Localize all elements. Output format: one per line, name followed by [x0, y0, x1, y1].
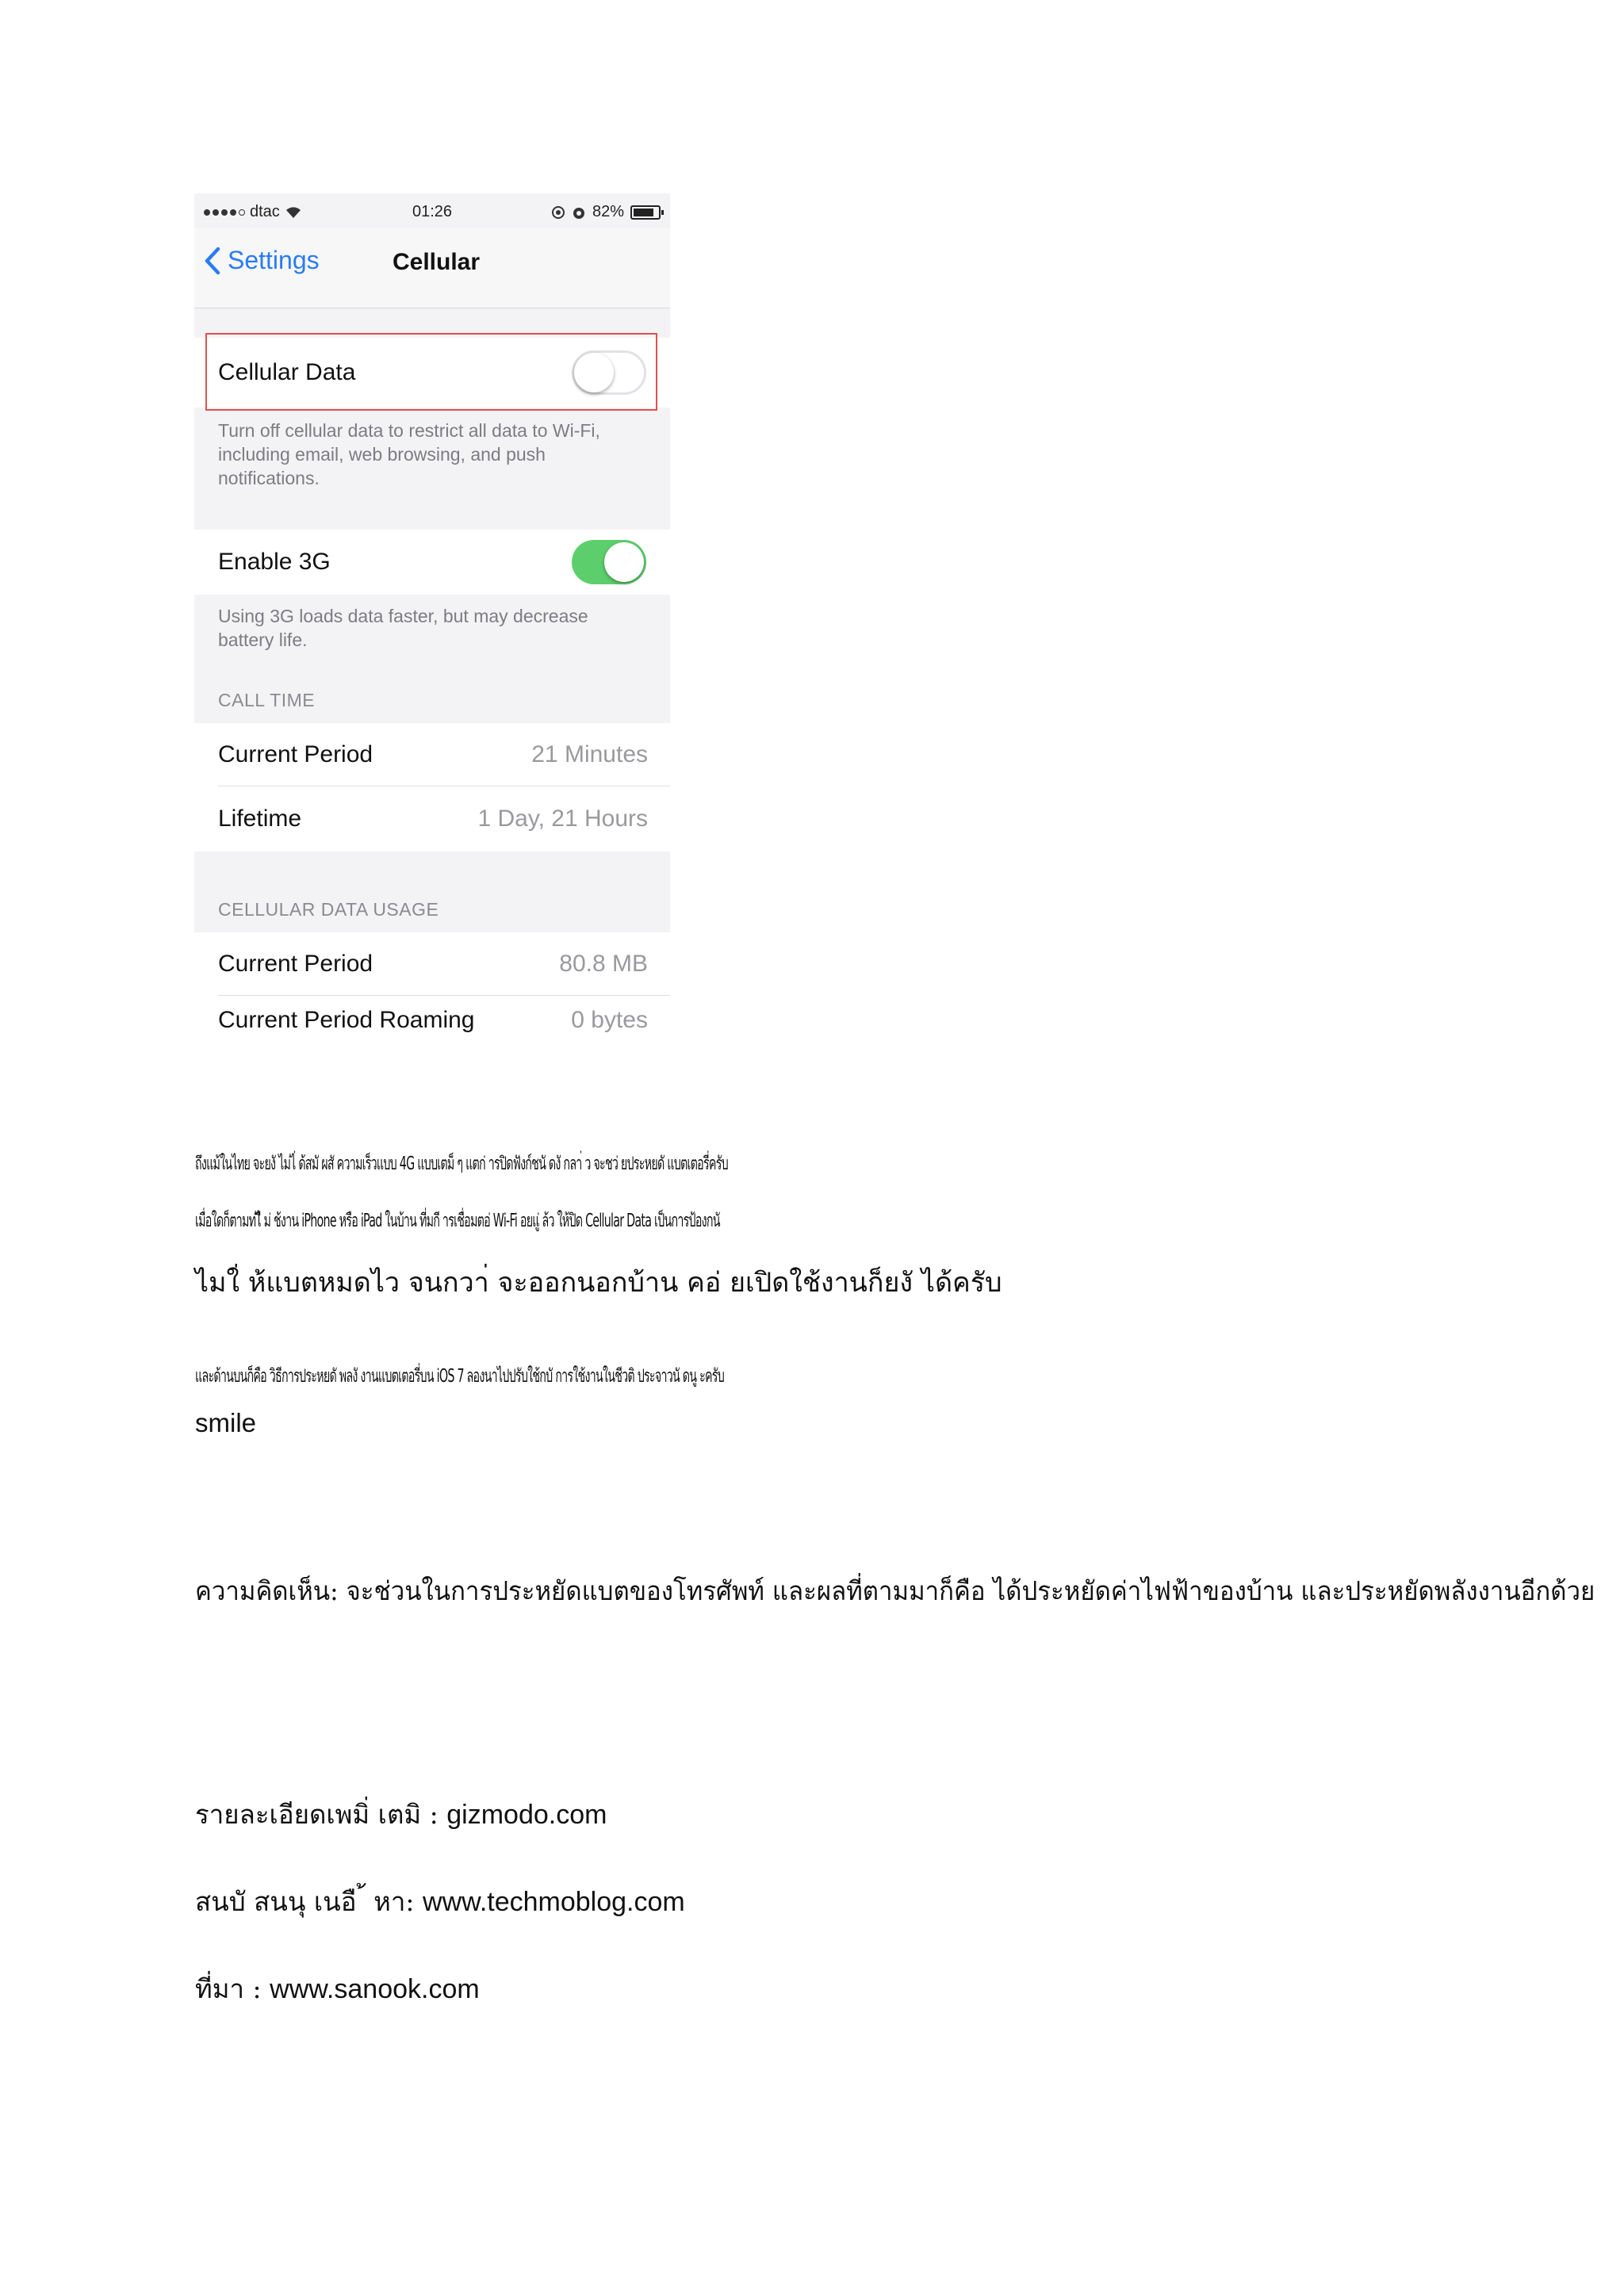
- enable-3g-row: [194, 530, 670, 595]
- cellular-data-footer: Turn off cellular data to restrict all data to Wi-Fi, including email, web browsing, and push notifications.: [218, 420, 600, 488]
- status-time: 01:26: [412, 203, 453, 220]
- content-support-label: สนบั สนนุ เนอื ้ หา:: [195, 1886, 423, 1917]
- status-right: [551, 203, 661, 221]
- highlight-box: [205, 333, 657, 411]
- row-value: 21 Minutes: [531, 741, 648, 767]
- row-label: Current Period Roaming: [218, 1007, 475, 1033]
- gizmodo-link[interactable]: gizmodo.com: [446, 1800, 607, 1830]
- content-support-line: [195, 1881, 685, 1923]
- enable-3g-label: Enable 3G: [218, 549, 331, 575]
- status-bar: [194, 193, 670, 228]
- battery-icon: [630, 205, 661, 220]
- source-line: [195, 1968, 480, 2010]
- toggle-knob: [604, 542, 644, 582]
- source-label: ที่มา :: [195, 1973, 270, 2004]
- carrier-name: dtac: [250, 203, 280, 220]
- smile-text: smile: [195, 1408, 257, 1437]
- navigation-bar: [194, 228, 670, 308]
- alarm-icon: [572, 205, 586, 220]
- battery-percent: 82%: [592, 203, 624, 220]
- paragraph-2: เมื่อใดก็ตามท่ไี ม่ ช้งาน iPhone หรือ iPad ในบ้าน ที่มกี ารเชื่อมตอ่ Wi-Fi อยแู่ ล้ว ให้ปิด Cellular Data เป็นการป้องกนั: [195, 1211, 720, 1231]
- sanook-link[interactable]: www.sanook.com: [270, 1974, 480, 2004]
- techmoblog-link[interactable]: www.techmoblog.com: [423, 1887, 685, 1917]
- nav-title: Cellular: [392, 249, 481, 275]
- row-value: 1 Day, 21 Hours: [477, 806, 648, 832]
- row-label: Current Period: [218, 741, 373, 767]
- row-value: 80.8 MB: [559, 951, 648, 977]
- paragraph-1: ถึงแม้ในไทย จะยงั ไม่ไ่ ด้สมั ผสั ความเร็วแบบ 4G แบบเตม็ ๆ แตก่ ารปิดฟังก์ชนั ดงั กลา่ ว จะชว่ ยประหยดั แบตเตอรี่ครับ: [195, 1154, 728, 1174]
- table-row: [194, 786, 670, 851]
- row-label: Lifetime: [218, 806, 302, 832]
- cellular-data-label: Cellular Data: [218, 359, 356, 385]
- section-header-call-time: CALL TIME: [218, 690, 316, 710]
- paragraph-4: และด้านบนก็คือ วิธีการประหยดั พลงั งานแบตเตอรี่บน iOS 7 ลองนาไปปรับใช้กบั การใช้งานในชีวติ ประจาวนั ดนู ะครับ: [195, 1366, 725, 1387]
- table-row: [194, 723, 670, 786]
- enable-3g-footer: Using 3G loads data faster, but may decrease battery life.: [218, 606, 588, 650]
- comment-paragraph: ความคิดเห็น: จะช่วนในการประหยัดแบตของโทรศัพท์ และผลที่ตามมาก็คือ ได้ประหยัดค่าไฟฟ้าของบ้าน และประหยัดพลังงานอีกด้วย: [195, 1575, 1595, 1606]
- section-header-data-usage: CELLULAR DATA USAGE: [218, 899, 439, 920]
- row-label: Current Period: [218, 951, 373, 977]
- table-row: [194, 932, 670, 996]
- paragraph-3: ไมใ่ ห้แบตหมดไว จนกวา่ จะออกนอกบ้าน คอ่ ยเปิดใช้งานก็ยงั ได้ครับ: [195, 1267, 1002, 1299]
- more-details-label: รายละเอียดเพมิ่ เตมิ :: [195, 1799, 447, 1830]
- ios-cellular-screenshot: [194, 193, 670, 1039]
- table-row: [194, 996, 670, 1039]
- location-icon: [551, 205, 565, 220]
- enable-3g-toggle[interactable]: [572, 540, 646, 584]
- row-value: 0 bytes: [571, 1007, 648, 1033]
- more-details-line: [195, 1793, 607, 1835]
- back-label: Settings: [228, 246, 320, 274]
